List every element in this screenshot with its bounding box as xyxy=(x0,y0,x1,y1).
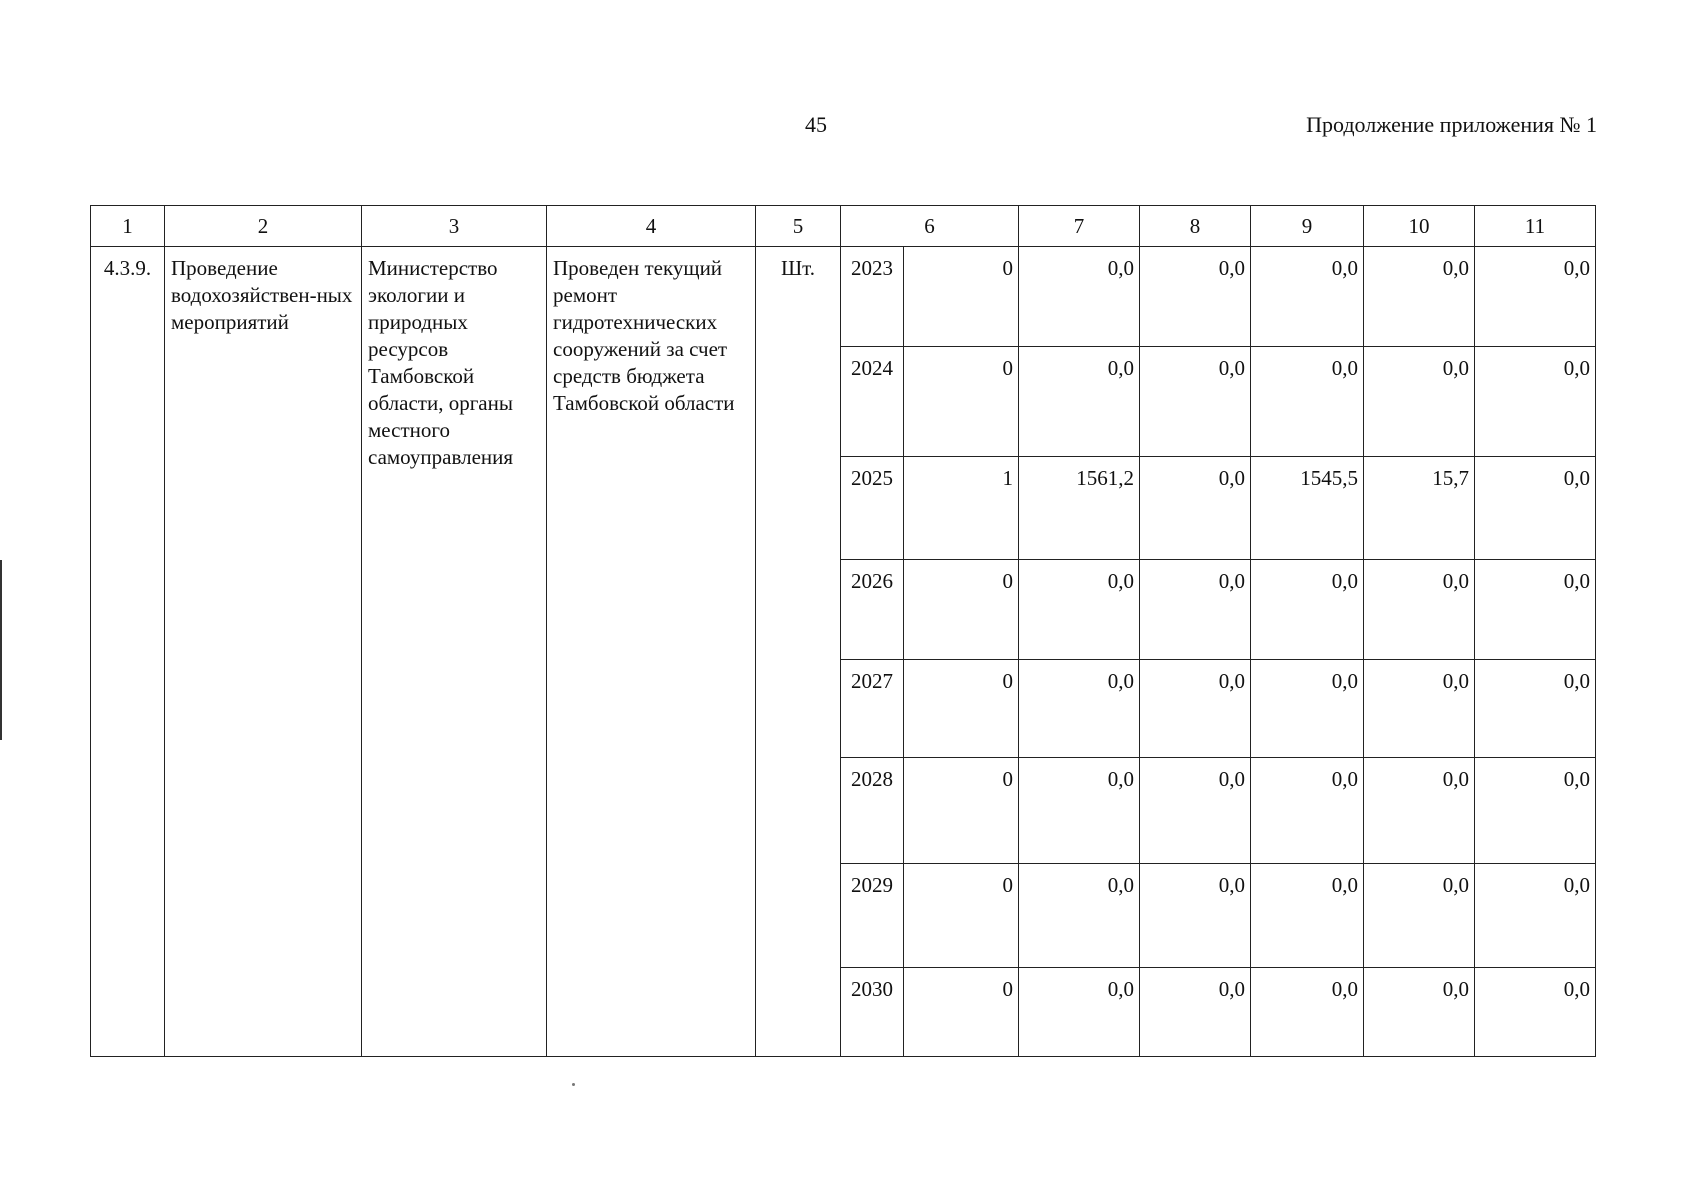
value-cell: 0,0 xyxy=(1140,758,1251,864)
value-cell: 0,0 xyxy=(1475,968,1596,1057)
value-cell: 0,0 xyxy=(1364,660,1475,758)
year-cell: 2024 xyxy=(841,347,904,457)
year-cell: 2026 xyxy=(841,560,904,660)
value-cell: 0,0 xyxy=(1140,660,1251,758)
quantity-cell: 0 xyxy=(904,560,1019,660)
year-cell: 2023 xyxy=(841,247,904,347)
expected-result: Проведен текущий ремонт гидротехнических сооружений за счет средств бюджета Тамбовской области xyxy=(547,247,756,1057)
value-cell: 0,0 xyxy=(1475,660,1596,758)
year-cell: 2029 xyxy=(841,864,904,968)
value-cell: 0,0 xyxy=(1364,968,1475,1057)
value-cell: 0,0 xyxy=(1019,864,1140,968)
quantity-cell: 0 xyxy=(904,968,1019,1057)
value-cell: 0,0 xyxy=(1251,247,1364,347)
year-cell: 2025 xyxy=(841,457,904,560)
column-header: 7 xyxy=(1019,206,1140,247)
value-cell: 0,0 xyxy=(1140,347,1251,457)
value-cell: 0,0 xyxy=(1364,247,1475,347)
value-cell: 0,0 xyxy=(1475,457,1596,560)
column-header: 8 xyxy=(1140,206,1251,247)
column-header: 6 xyxy=(841,206,1019,247)
unit-of-measure: Шт. xyxy=(756,247,841,1057)
value-cell: 0,0 xyxy=(1019,968,1140,1057)
column-header: 2 xyxy=(165,206,362,247)
appendix-continuation-note: Продолжение приложения № 1 xyxy=(1306,112,1597,137)
value-cell: 0,0 xyxy=(1251,758,1364,864)
value-cell: 0,0 xyxy=(1364,347,1475,457)
scan-speck xyxy=(572,1083,575,1086)
value-cell: 0,0 xyxy=(1140,968,1251,1057)
table-row xyxy=(91,247,1596,347)
value-cell: 0,0 xyxy=(1364,758,1475,864)
value-cell: 1561,2 xyxy=(1019,457,1140,560)
value-cell: 1545,5 xyxy=(1251,457,1364,560)
quantity-cell: 0 xyxy=(904,247,1019,347)
value-cell: 0,0 xyxy=(1140,560,1251,660)
value-cell: 0,0 xyxy=(1475,247,1596,347)
value-cell: 0,0 xyxy=(1475,560,1596,660)
value-cell: 0,0 xyxy=(1019,347,1140,457)
activity-name: Проведение водохозяйствен-ных мероприятий xyxy=(165,247,362,1057)
value-cell: 0,0 xyxy=(1019,758,1140,864)
year-cell: 2027 xyxy=(841,660,904,758)
quantity-cell: 1 xyxy=(904,457,1019,560)
column-header: 10 xyxy=(1364,206,1475,247)
value-cell: 0,0 xyxy=(1475,864,1596,968)
value-cell: 0,0 xyxy=(1019,247,1140,347)
value-cell: 0,0 xyxy=(1140,247,1251,347)
table-header-row xyxy=(91,206,1596,247)
page-number: 45 xyxy=(805,112,827,137)
year-cell: 2028 xyxy=(841,758,904,864)
value-cell: 0,0 xyxy=(1140,864,1251,968)
quantity-cell: 0 xyxy=(904,660,1019,758)
value-cell: 0,0 xyxy=(1019,660,1140,758)
value-cell: 0,0 xyxy=(1251,968,1364,1057)
column-header: 3 xyxy=(362,206,547,247)
value-cell: 0,0 xyxy=(1475,758,1596,864)
value-cell: 15,7 xyxy=(1364,457,1475,560)
value-cell: 0,0 xyxy=(1364,864,1475,968)
column-header: 4 xyxy=(547,206,756,247)
value-cell: 0,0 xyxy=(1140,457,1251,560)
column-header: 11 xyxy=(1475,206,1596,247)
column-header: 1 xyxy=(91,206,165,247)
program-activities-table xyxy=(90,205,1596,1057)
responsible-executor: Министерство экологии и природных ресурсов Тамбовской области, органы местного самоуправления xyxy=(362,247,547,1057)
value-cell: 0,0 xyxy=(1251,864,1364,968)
column-header: 5 xyxy=(756,206,841,247)
value-cell: 0,0 xyxy=(1364,560,1475,660)
value-cell: 0,0 xyxy=(1251,347,1364,457)
item-code: 4.3.9. xyxy=(91,247,165,1057)
scan-edge-mark xyxy=(0,560,2,740)
column-header: 9 xyxy=(1251,206,1364,247)
quantity-cell: 0 xyxy=(904,347,1019,457)
value-cell: 0,0 xyxy=(1251,660,1364,758)
year-cell: 2030 xyxy=(841,968,904,1057)
quantity-cell: 0 xyxy=(904,758,1019,864)
value-cell: 0,0 xyxy=(1475,347,1596,457)
quantity-cell: 0 xyxy=(904,864,1019,968)
value-cell: 0,0 xyxy=(1019,560,1140,660)
value-cell: 0,0 xyxy=(1251,560,1364,660)
